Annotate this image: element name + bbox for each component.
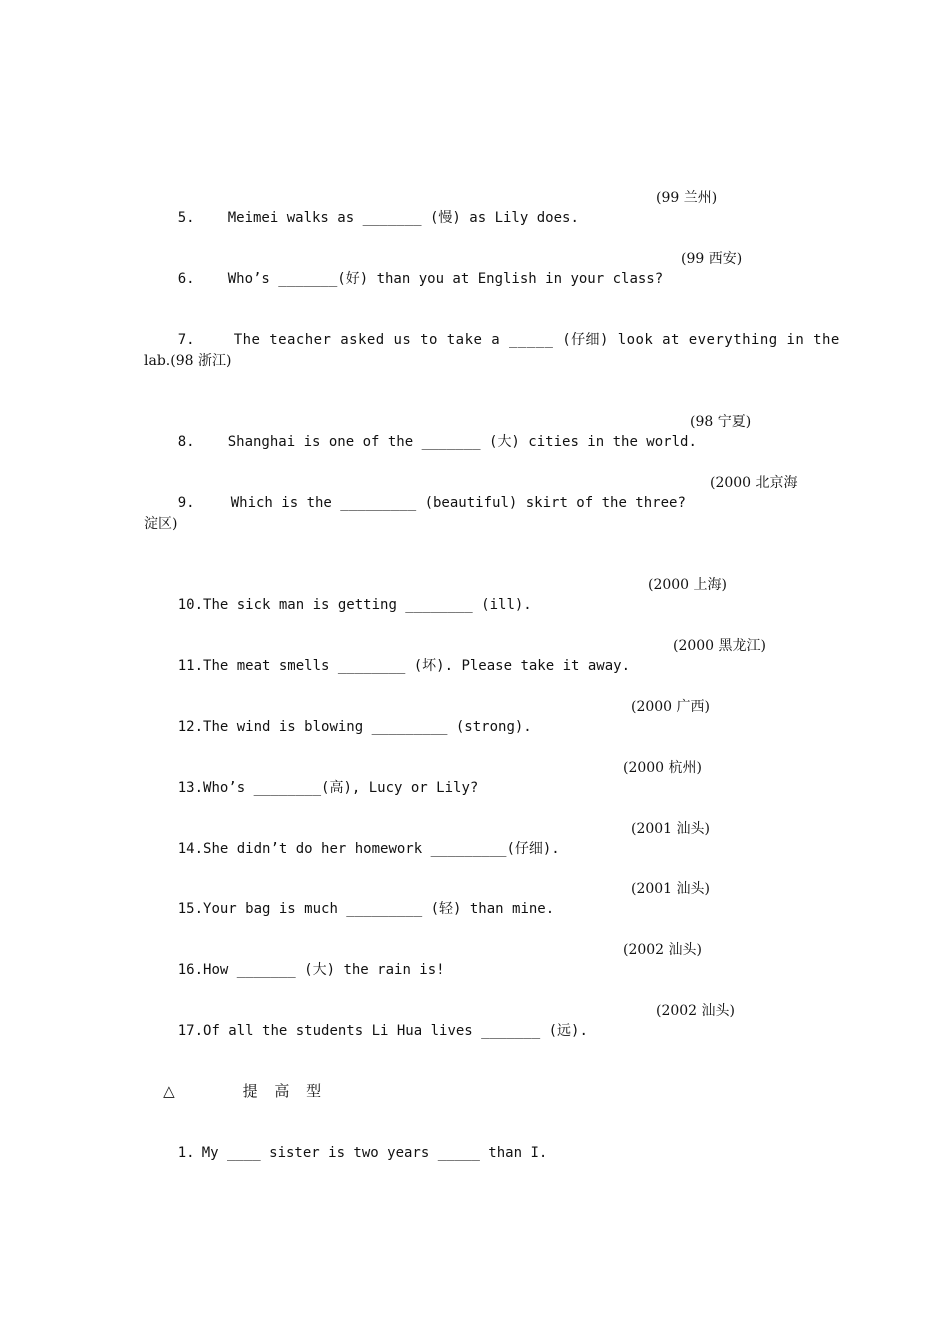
item-number: 17. (177, 1023, 204, 1039)
item-source: (98 宁夏) (690, 414, 752, 430)
item-text: She didn’t do her homework _________(仔细). (203, 841, 560, 857)
exercise-item (144, 188, 579, 226)
exercise-item (144, 310, 840, 348)
exercise-item (144, 697, 532, 735)
item-number: 8. (177, 434, 195, 450)
exercise-item (144, 249, 664, 287)
item-source: (2001 汕头) (631, 821, 711, 837)
exercise-item (144, 473, 686, 511)
item-text: The teacher asked us to take a _____ (仔细) look at everything in the (233, 332, 840, 348)
item-text: Shanghai is one of the _______ (大) cities in the world. (227, 434, 697, 450)
section-heading (144, 1061, 327, 1121)
item-number: 9. (177, 495, 195, 511)
item-source: (2001 汕头) (631, 881, 711, 897)
item-text: Which is the _________ (beautiful) skirt of the three? (230, 495, 686, 511)
item-text: Your bag is much _________ (轻) than mine. (203, 901, 555, 917)
item-text: How _______ (大) the rain is! (203, 962, 445, 978)
item-number: 12. (177, 719, 204, 735)
item-number: 5. (177, 210, 195, 226)
exercise-item (144, 879, 555, 917)
item-source: (2000 上海) (648, 577, 728, 593)
item-source: (99 兰州) (656, 190, 718, 206)
item-text: Meimei walks as _______ (慢) as Lily does. (227, 210, 579, 226)
item-text: The meat smells ________ (坏). Please take it away. (203, 658, 631, 674)
item-number: 6. (177, 271, 195, 287)
item-text: Who’s _______(好) than you at English in your class? (227, 271, 664, 287)
triangle-icon: △ (163, 1082, 175, 1100)
item-continuation: 淀区) (144, 516, 178, 532)
item-text: The wind is blowing _________ (strong). (203, 719, 532, 735)
exercise-item (144, 636, 631, 674)
item-source: (2000 北京海 (710, 475, 798, 491)
item-continuation: lab.(98 浙江) (144, 353, 232, 369)
exercise-item (144, 1001, 588, 1039)
item-text: Who’s ________(高), Lucy or Lily? (203, 780, 479, 796)
item-source: (2002 汕头) (623, 942, 703, 958)
item-source: (99 西安) (681, 251, 743, 267)
item-number: 7. (177, 332, 195, 348)
item-number: 16. (177, 962, 204, 978)
exercise-item (144, 758, 479, 796)
item-text: Of all the students Li Hua lives _______ (远). (203, 1023, 588, 1039)
item-number: 13. (177, 780, 204, 796)
item-number: 11. (177, 658, 204, 674)
exercise-item (144, 1123, 548, 1161)
item-text: My ____ sister is two years _____ than I. (201, 1145, 548, 1161)
exercise-item (144, 819, 560, 857)
exercise-item (144, 575, 532, 613)
item-number: 14. (177, 841, 204, 857)
exercise-item (144, 412, 697, 450)
item-source: (2002 汕头) (656, 1003, 736, 1019)
item-text: The sick man is getting ________ (ill). (203, 597, 532, 613)
item-number: 1. (177, 1145, 195, 1161)
item-source: (2000 杭州) (623, 760, 703, 776)
section-title: 提 高 型 (242, 1082, 328, 1100)
item-source: (2000 黑龙江) (673, 638, 767, 654)
item-source: (2000 广西) (631, 699, 711, 715)
exercise-item (144, 940, 445, 978)
item-number: 15. (177, 901, 204, 917)
item-number: 10. (177, 597, 204, 613)
